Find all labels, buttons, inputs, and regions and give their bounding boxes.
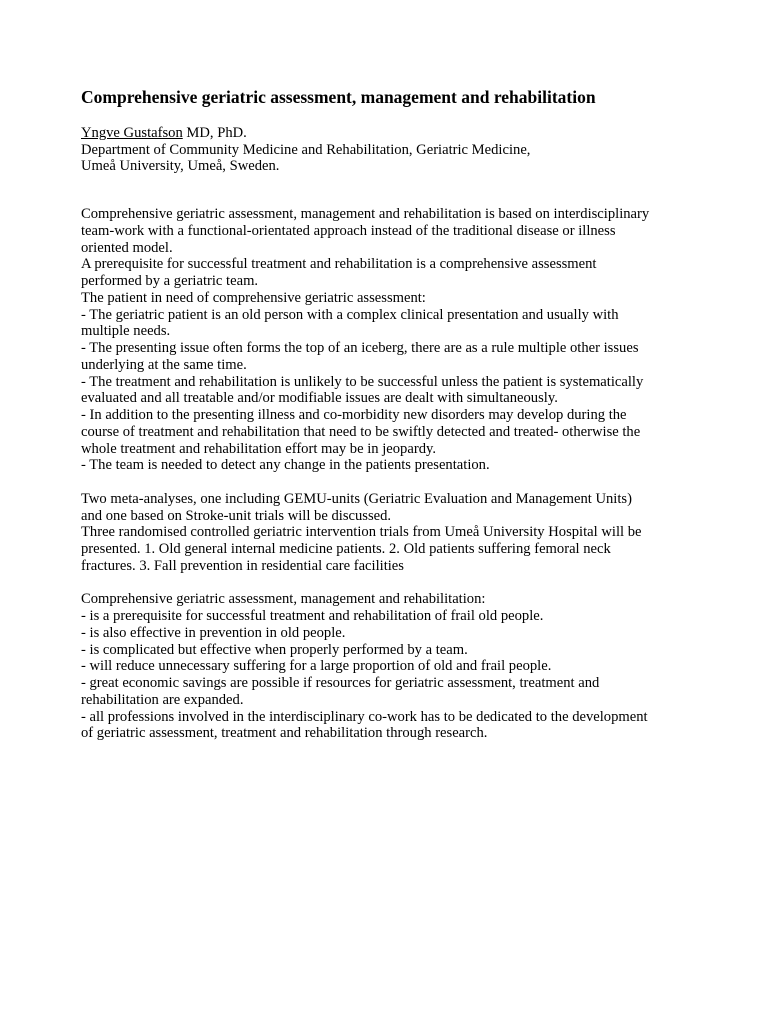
document-body [81,206,701,742]
text-line: Comprehensive geriatric assessment, management and rehabilitation: [81,591,486,608]
text-line: - The team is needed to detect any change in the patients presentation. [81,457,490,474]
author-department: Department of Community Medicine and Rehabilitation, Geriatric Medicine, [81,141,531,158]
text-line: - is also effective in prevention in old people. [81,624,346,641]
text-line: Three randomised controlled geriatric intervention trials from Umeå University Hospital will be [81,524,642,541]
text-line: Two meta-analyses, one including GEMU-units (Geriatric Evaluation and Management Units) [81,490,632,507]
text-line: - is complicated but effective when properly performed by a team. [81,641,468,658]
text-line: whole treatment and rehabilitation effort may be in jeopardy. [81,440,436,457]
author-block [81,125,701,175]
text-line: The patient in need of comprehensive geriatric assessment: [81,289,426,306]
document-title: Comprehensive geriatric assessment, management and rehabilitation [81,87,596,107]
text-line: multiple needs. [81,323,171,340]
author-university: Umeå University, Umeå, Sweden. [81,158,280,175]
author-line [81,125,701,142]
paragraph-gap [81,575,701,592]
text-line: underlying at the same time. [81,356,247,373]
text-line: course of treatment and rehabilitation that need to be swiftly detected and treated- otherwise the [81,423,641,440]
author-credentials: MD, PhD. [182,125,247,141]
paragraph-intro [81,206,701,474]
text-line: team-work with a functional-orientated approach instead of the traditional disease or illness [81,222,616,239]
text-line: A prerequisite for successful treatment and rehabilitation is a comprehensive assessment [81,256,597,273]
text-line: - great economic savings are possible if resources for geriatric assessment, treatment and [81,675,600,692]
document-page [81,86,701,742]
text-line: of geriatric assessment, treatment and rehabilitation through research. [81,725,488,742]
text-line: - The geriatric patient is an old person with a complex clinical presentation and usually with [81,306,619,323]
text-line: Comprehensive geriatric assessment, management and rehabilitation is based on interdisciplinary [81,206,650,223]
text-line: presented. 1. Old general internal medicine patients. 2. Old patients suffering femoral neck [81,541,611,558]
text-line: and one based on Stroke-unit trials will be discussed. [81,507,392,524]
paragraph-trials [81,491,701,575]
text-line: - The presenting issue often forms the top of an iceberg, there are as a rule multiple other issues [81,340,639,357]
text-line: - The treatment and rehabilitation is unlikely to be successful unless the patient is systematically [81,373,644,390]
text-line: fractures. 3. Fall prevention in residential care facilities [81,557,404,574]
text-line: rehabilitation are expanded. [81,691,244,708]
text-line: oriented model. [81,239,173,256]
paragraph-conclusions [81,591,701,742]
author-name: Yngve Gustafson [81,125,183,141]
text-line: - is a prerequisite for successful treatment and rehabilitation of frail old people. [81,608,544,625]
text-line: evaluated and all treatable and/or modifiable issues are dealt with simultaneously. [81,390,558,407]
text-line: performed by a geriatric team. [81,273,259,290]
paragraph-gap [81,474,701,491]
text-line: - In addition to the presenting illness and co-morbidity new disorders may develop during the [81,407,627,424]
text-line: - will reduce unnecessary suffering for a large proportion of old and frail people. [81,658,552,675]
text-line: - all professions involved in the interdisciplinary co-work has to be dedicated to the development [81,708,648,725]
